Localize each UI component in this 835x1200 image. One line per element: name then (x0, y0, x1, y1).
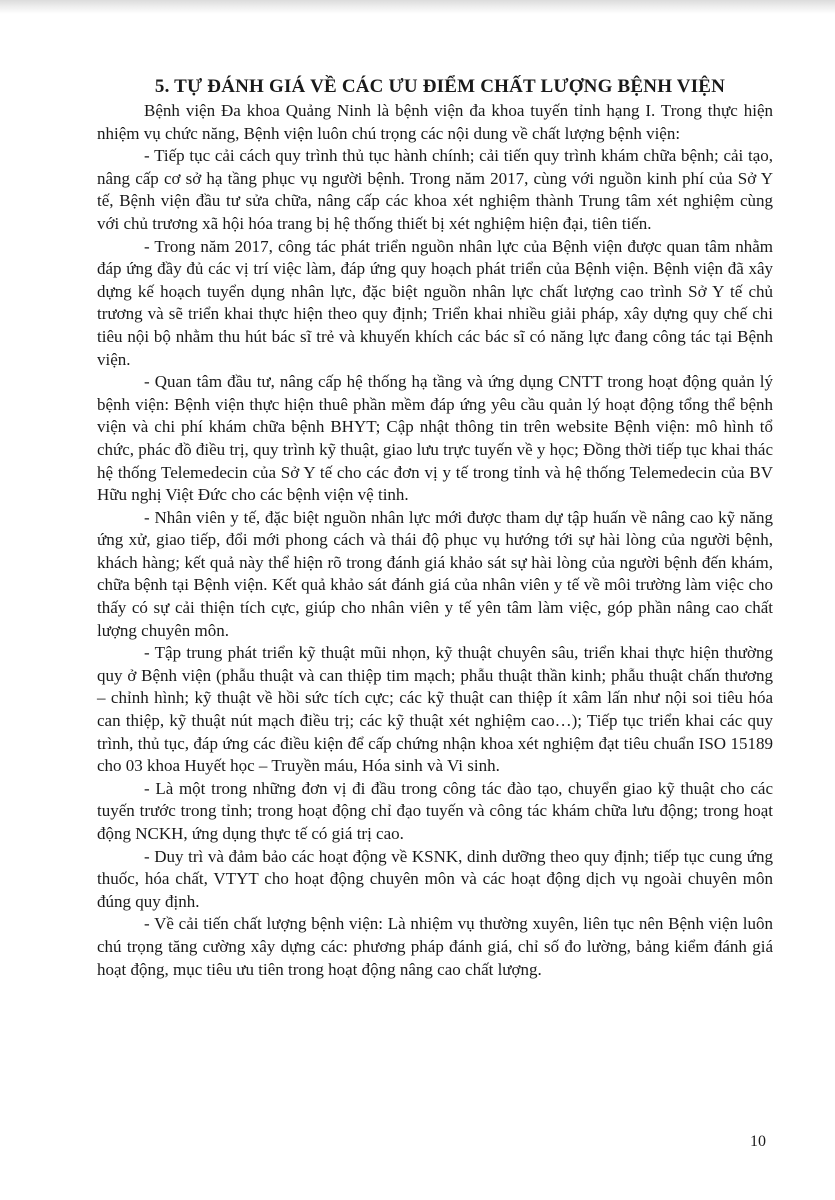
scan-top-edge (0, 0, 835, 14)
section-heading: 5. TỰ ĐÁNH GIÁ VỀ CÁC ƯU ĐIỂM CHẤT LƯỢNG BỆNH VIỆN (154, 76, 726, 97)
paragraph-quality-improvement: - Về cải tiến chất lượng bệnh viện: Là nhiệm vụ thường xuyên, liên tục nên Bệnh viện luôn chú trọng tăng cường xây dựng các: phương pháp đánh giá, chỉ số đo lường, bảng kiểm đánh giá hoạt động, mục tiêu ưu tiên trong hoạt động nâng cao chất lượng. (97, 914, 773, 979)
paragraph-training-transfer: - Là một trong những đơn vị đi đầu trong công tác đào tạo, chuyển giao kỹ thuật cho các tuyến trước trong tỉnh; trong hoạt động chỉ đạo tuyến và công tác khám chữa lưu động; trong hoạt động NCKH, ứng dụng thực tế có giá trị cao. (97, 778, 773, 843)
document-page (97, 74, 773, 981)
paragraph-staff-training: - Nhân viên y tế, đặc biệt nguồn nhân lực mới được tham dự tập huấn về nâng cao kỹ năng ứng xử, giao tiếp, đổi mới phong cách và thái độ phục vụ hướng tới sự hài lòng của người bệnh, khách hàng; kết quả này thể hiện rõ trong đánh giá khảo sát sự hài lòng của người bệnh đến khám, chữa bệnh tại Bệnh viện. Kết quả khảo sát đánh giá của nhân viên y tế về môi trường làm việc cho thấy có sự cải thiện tích cực, giúp cho nhân viên y tế yên tâm làm việc, góp phần nâng cao chất lượng chuyên môn. (97, 507, 773, 640)
paragraph-it-infrastructure: - Quan tâm đầu tư, nâng cấp hệ thống hạ tầng và ứng dụng CNTT trong hoạt động quản lý bệnh viện: Bệnh viện thực hiện thuê phần mềm đáp ứng yêu cầu quản lý hoạt động tổng thể bệnh viện và chi phí khám chữa bệnh BHYT; Cập nhật thông tin trên website Bệnh viện: mô hình tổ chức, phác đồ điều trị, quy trình kỹ thuật, giao lưu trực tuyến về y học; Đồng thời tiếp tục khai thác hệ thống Telemedecin của Sở Y tế cho các đơn vị y tế trong tỉnh và hệ thống Telemedecin của BV Hữu nghị Việt Đức cho các bệnh viện vệ tinh. (97, 372, 773, 505)
page-number: 10 (750, 1133, 766, 1150)
paragraph-infection-control: - Duy trì và đảm bảo các hoạt động về KSNK, dinh dưỡng theo quy định; tiếp tục cung ứng thuốc, hóa chất, VTYT cho hoạt động chuyên môn và các hoạt động dịch vụ ngoài chuyên môn đúng quy định. (97, 846, 773, 911)
paragraph-admin-reform: - Tiếp tục cải cách quy trình thủ tục hành chính; cải tiến quy trình khám chữa bệnh; cải tạo, nâng cấp cơ sở hạ tầng phục vụ người bệnh. Trong năm 2017, cùng với nguồn kinh phí của Sở Y tế, Bệnh viện đầu tư sửa chữa, nâng cấp các khoa xét nghiệm thành Trung tâm xét nghiệm cùng với chủ trương xã hội hóa trang bị hệ thống thiết bị xét nghiệm hiện đại, tiên tiến. (97, 146, 773, 233)
paragraph-advanced-techniques: - Tập trung phát triển kỹ thuật mũi nhọn, kỹ thuật chuyên sâu, triển khai thực hiện thường quy ở Bệnh viện (phẫu thuật và can thiệp tim mạch; phẫu thuật thần kinh; phẫu thuật chấn thương – chỉnh hình; kỹ thuật về hồi sức tích cực; các kỹ thuật can thiệp ít xâm lấn như nội soi tiêu hóa can thiệp, kỹ thuật nút mạch điều trị; các kỹ thuật xét nghiệm cao…); Tiếp tục triển khai các quy trình, thủ tục, đáp ứng các điều kiện để cấp chứng nhận khoa xét nghiệm đạt tiêu chuẩn ISO 15189 cho 03 khoa Huyết học – Truyền máu, Hóa sinh và Vi sinh. (97, 643, 773, 776)
intro-paragraph: Bệnh viện Đa khoa Quảng Ninh là bệnh viện đa khoa tuyến tỉnh hạng I. Trong thực hiện nhiệm vụ chức năng, Bệnh viện luôn chú trọng các nội dung về chất lượng bệnh viện: (97, 101, 773, 143)
paragraph-human-resources: - Trong năm 2017, công tác phát triển nguồn nhân lực của Bệnh viện được quan tâm nhằm đáp ứng đầy đủ các vị trí việc làm, đáp ứng quy hoạch phát triển của Bệnh viện. Bệnh viện đã xây dựng kế hoạch tuyển dụng nhân lực, đặc biệt nguồn nhân lực chất lượng cao trình Sở Y tế chủ trương và sẽ triển khai thực hiện theo quy định; Triển khai nhiều giải pháp, xây dựng quy chế chi tiêu nội bộ nhằm thu hút bác sĩ trẻ và khuyến khích các bác sĩ có năng lực đang công tác tại Bệnh viện. (97, 236, 773, 369)
